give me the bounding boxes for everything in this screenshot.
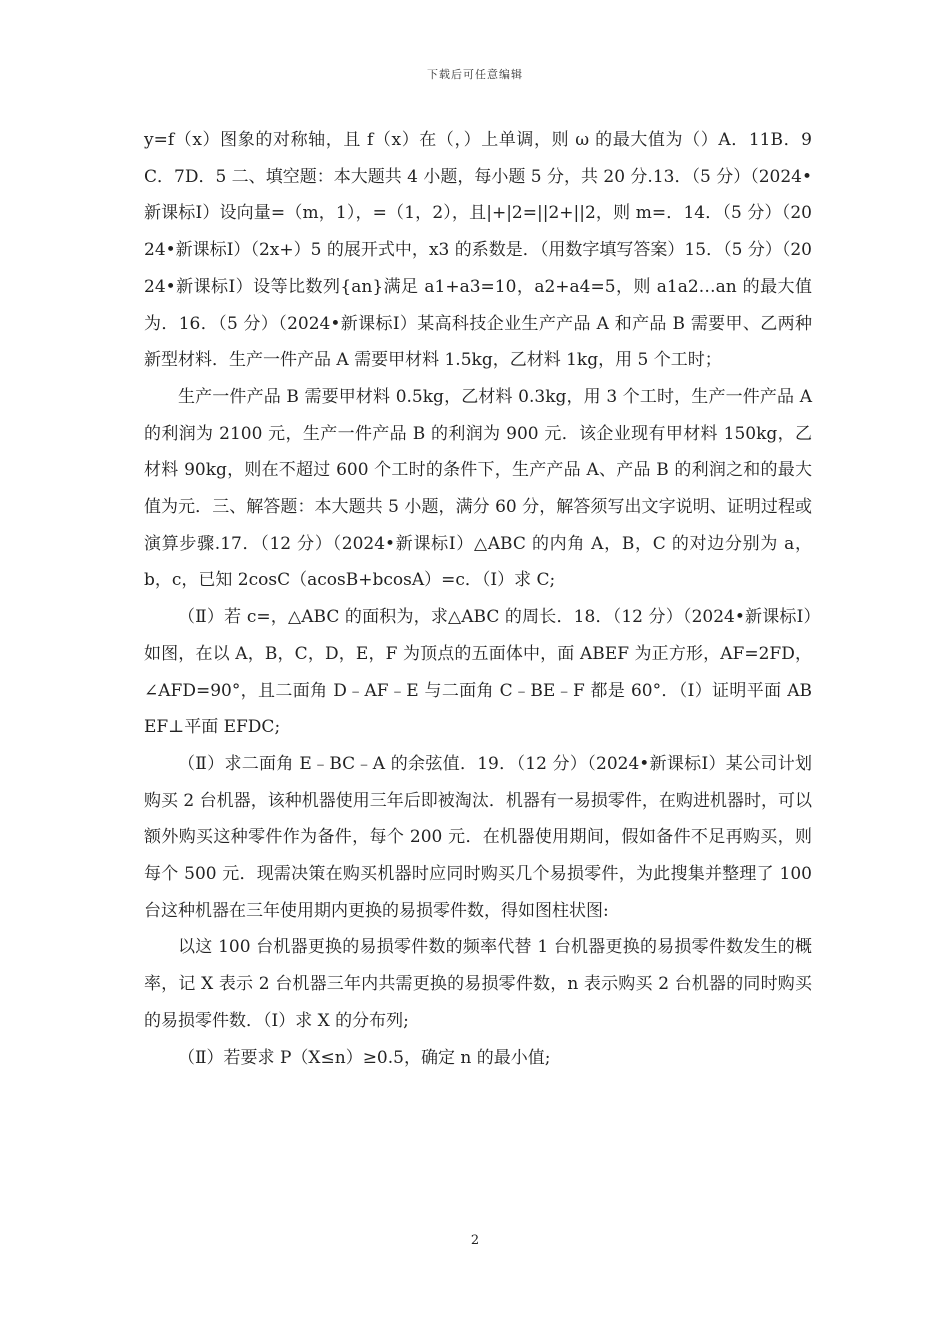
page-header: 下载后可任意编辑: [427, 68, 523, 81]
paragraph-3: （Ⅱ）若 c=，△ABC 的面积为，求△ABC 的周长．18．（12 分）（2024•新课标Ⅰ）如图，在以 A，B，C，D，E，F 为顶点的五面体中，面 ABEF 为正方形，AF=2FD，∠AFD=90°，且二面角 D﹣AF﹣E 与二面角 C﹣BE﹣F 都是 60°．（Ⅰ）证明平面 ABEF⊥平面 EFDC;: [144, 607, 812, 738]
paragraph-4: （Ⅱ）求二面角 E﹣BC﹣A 的余弦值．19．（12 分）（2024•新课标Ⅰ）某公司计划购买 2 台机器，该种机器使用三年后即被淘汰．机器有一易损零件，在购进机器时，可以额外购买这种零件作为备件，每个 200 元．在机器使用期间，假如备件不足再购买，则每个 500 元．现需决策在购买机器时应同时购买几个易损零件，为此搜集并整理了 100 台这种机器在三年使用期内更换的易损零件数，得如图柱状图:: [144, 753, 812, 921]
paragraph-2: 生产一件产品 B 需要甲材料 0.5kg，乙材料 0.3kg，用 3 个工时，生产一件产品 A 的利润为 2100 元，生产一件产品 B 的利润为 900 元．该企业现有甲材料 150kg，乙材料 90kg，则在不超过 600 个工时的条件下，生产产品 A、产品 B 的利润之和的最大值为元．三、解答题：本大题共 5 小题，满分 60 分，解答须写出文字说明、证明过程或演算步骤.17．（12 分）（2024•新课标Ⅰ）△ABC 的内角 A，B，C 的对边分别为 a，b，c，已知 2cosC（acosB+bcosA）=c．（Ⅰ）求 C;: [144, 386, 812, 591]
page-number: 2: [470, 1233, 480, 1248]
document-body: [144, 122, 812, 1076]
paragraph-6: （Ⅱ）若要求 P（X≤n）≥0.5，确定 n 的最小值;: [178, 1047, 551, 1068]
paragraph-5: 以这 100 台机器更换的易损零件数的频率代替 1 台机器更换的易损零件数发生的概率，记 X 表示 2 台机器三年内共需更换的易损零件数，n 表示购买 2 台机器的同时购买的易损零件数．（Ⅰ）求 X 的分布列;: [144, 937, 812, 1031]
paragraph-1: y=f（x）图象的对称轴，且 f（x）在（，）上单调，则 ω 的最大值为（）A．11B．9C．7D．5 二、填空题：本大题共 4 小题，每小题 5 分，共 20 分.13．（5 分）（2024•新课标Ⅰ）设向量=（m，1），=（1，2），且|+|2=||2+||2，则 m=．14．（5 分）（2024•新课标Ⅰ）（2x+）5 的展开式中，x3 的系数是．（用数字填写答案）15．（5 分）（2024•新课标Ⅰ）设等比数列{an}满足 a1+a3=10，a2+a4=5，则 a1a2…an 的最大值为．16．（5 分）（2024•新课标Ⅰ）某高科技企业生产产品 A 和产品 B 需要甲、乙两种新型材料．生产一件产品 A 需要甲材料 1.5kg，乙材料 1kg，用 5 个工时；: [144, 130, 812, 371]
